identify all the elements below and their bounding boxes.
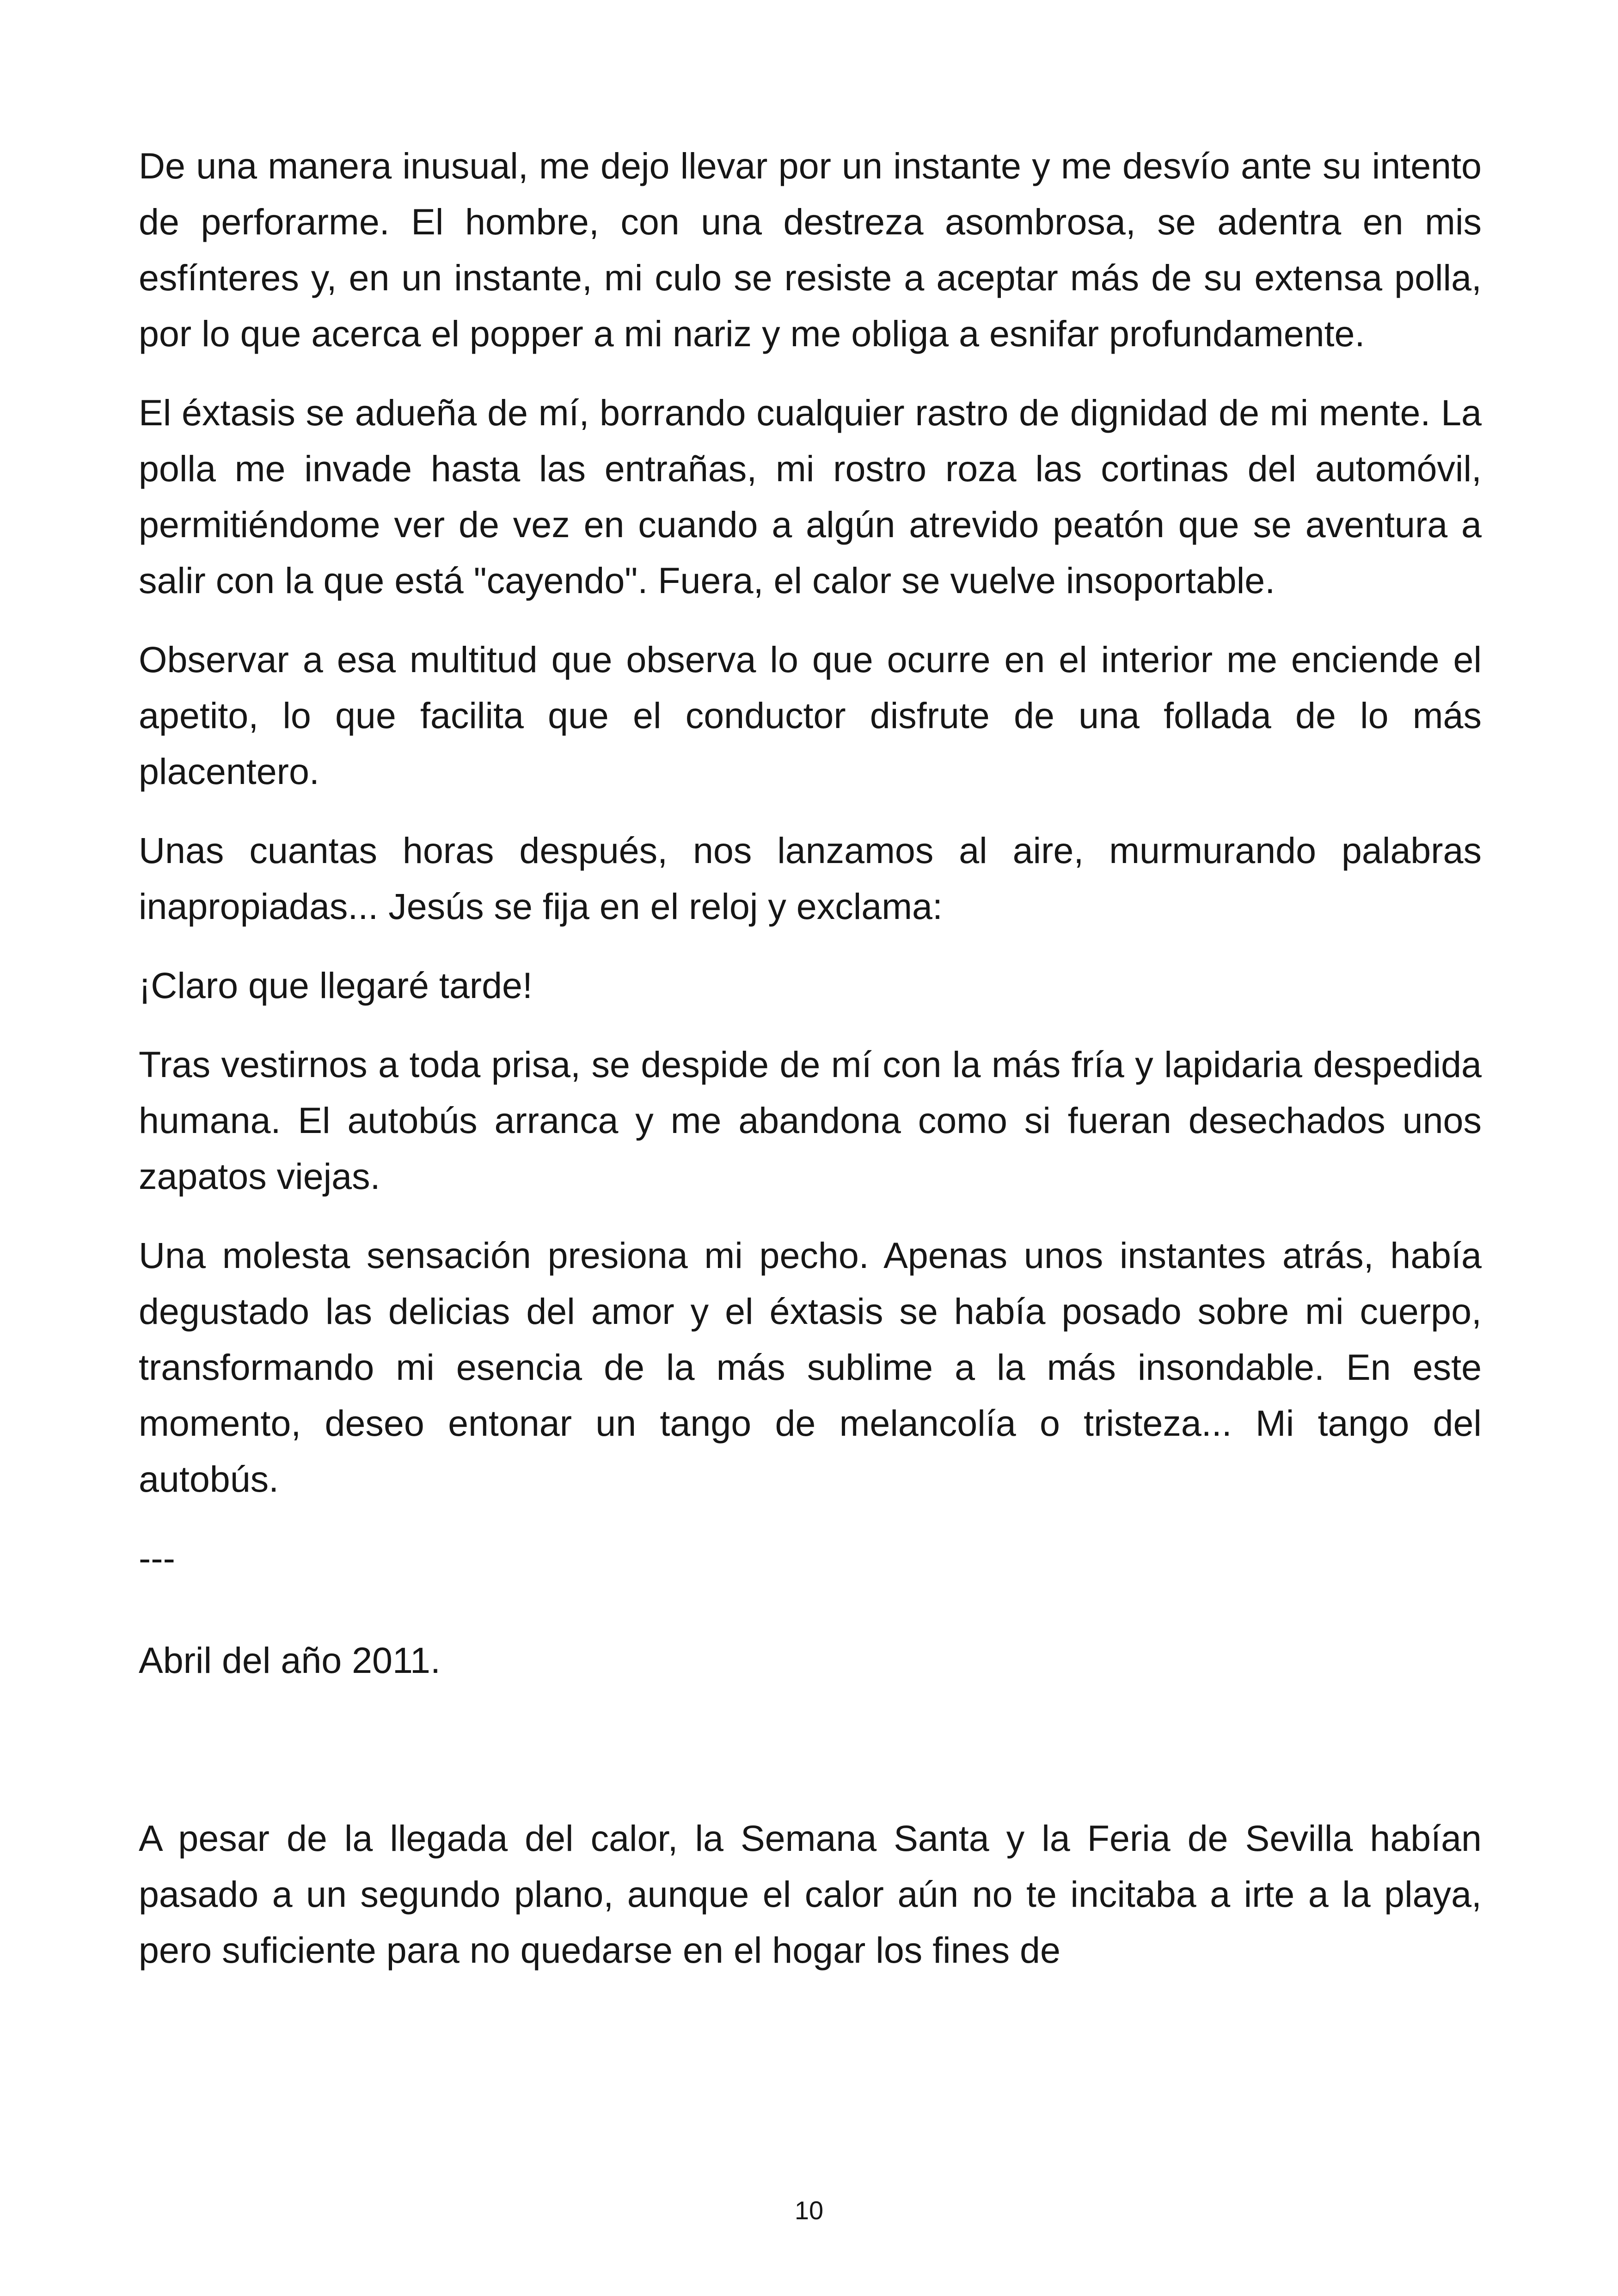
final-paragraph: A pesar de la llegada del calor, la Semana Santa y la Feria de Sevilla habían pasado a un segundo plano, aunque el calor aún no te incitaba a irte a la playa, pero suficiente para no quedarse en el hogar los fines de <box>139 1818 1482 1971</box>
page-number: 10 <box>794 2196 824 2225</box>
text-column <box>139 138 1482 2001</box>
paragraph-5: ¡Claro que llegaré tarde! <box>139 965 533 1006</box>
paragraph-6: Tras vestirnos a toda prisa, se despide de mí con la más fría y lapidaria despedida humana. El autobús arranca y me abandona como si fueran desechados unos zapatos viejas. <box>139 1044 1482 1197</box>
paragraph-3: Observar a esa multitud que observa lo que ocurre en el interior me enciende el apetito, lo que facilita que el conductor disfrute de una follada de lo más placentero. <box>139 639 1482 792</box>
paragraph-1: De una manera inusual, me dejo llevar por un instante y me desvío ante su intento de perforarme. El hombre, con una destreza asombrosa, se adentra en mis esfínteres y, en un instante, mi culo se resiste a aceptar más de su extensa polla, por lo que acerca el popper a mi nariz y me obliga a esnifar profundamente. <box>139 145 1482 354</box>
date-line: Abril del año 2011. <box>139 1640 441 1681</box>
paragraph-4: Unas cuantas horas después, nos lanzamos al aire, murmurando palabras inapropiadas... Jesús se fija en el reloj y exclama: <box>139 830 1482 927</box>
section-separator: --- <box>139 1537 175 1579</box>
paragraph-2: El éxtasis se adueña de mí, borrando cualquier rastro de dignidad de mi mente. La polla me invade hasta las entrañas, mi rostro roza las cortinas del automóvil, permitiéndome ver de vez en cuando a algún atrevido peatón que se aventura a salir con la que está "cayendo". Fuera, el calor se vuelve insoportable. <box>139 392 1482 601</box>
paragraph-7: Una molesta sensación presiona mi pecho. Apenas unos instantes atrás, había degustado las delicias del amor y el éxtasis se había posado sobre mi cuerpo, transformando mi esencia de la más sublime a la más insondable. En este momento, deseo entonar un tango de melancolía o tristeza... Mi tango del autobús. <box>139 1235 1482 1500</box>
